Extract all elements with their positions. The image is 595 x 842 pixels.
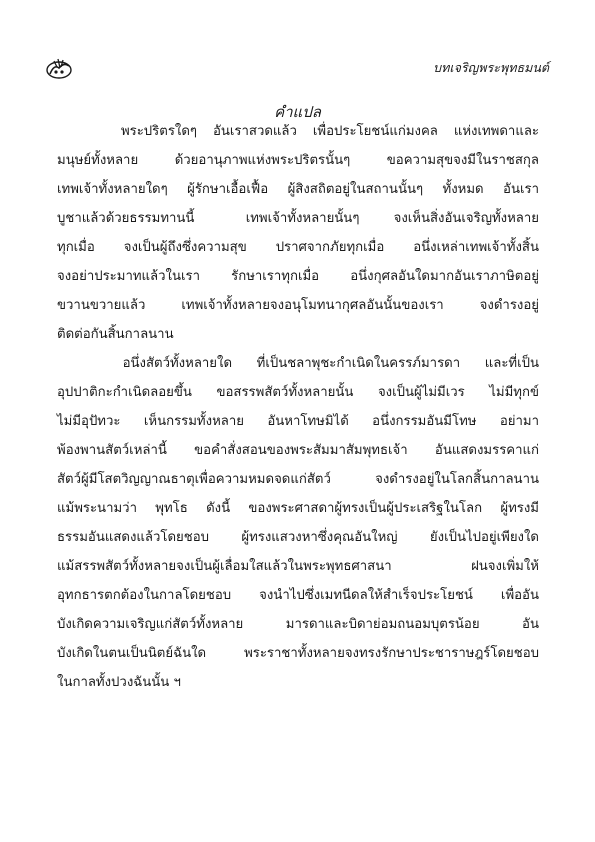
text-line: ขวานขวายแล้ว เทพเจ้าทั้งหลายจงอนุโมทนากุศลอันนั้นของเรา จงดำรงอยู่ bbox=[57, 298, 539, 313]
text-line: บังเกิดความเจริญแก่สัตว์ทั้งหลาย มารดาและบิดาย่อมถนอมบุตรน้อย อัน bbox=[57, 617, 539, 632]
text-line: มนุษย์ทั้งหลาย ด้วยอานุภาพแห่งพระปริตรนั้นๆ ขอความสุขจงมีในราชสกุล bbox=[57, 153, 539, 168]
text-line: ธรรมอันแสดงแล้วโดยชอบ ผู้ทรงแสวงหาซึ่งคุณอันใหญ่ ยังเป็นไปอยู่เพียงใด bbox=[57, 530, 539, 545]
text-line: อุปปาติกะกำเนิดลอยขึ้น ขอสรรพสัตว์ทั้งหลายนั้น จงเป็นผู้ไม่มีเวร ไม่มีทุกข์ bbox=[57, 385, 539, 400]
dharma-seal-icon bbox=[44, 56, 74, 80]
text-line: เทพเจ้าทั้งหลายใดๆ ผู้รักษาเอื้อเฟื้อ ผู้สิงสถิตอยู่ในสถานนั้นๆ ทั้งหมด อันเรา bbox=[57, 182, 539, 197]
text-line: บังเกิดในตนเป็นนิตย์ฉันใด พระราชาทั้งหลายจงทรงรักษาประชาราษฎร์โดยชอบ bbox=[57, 646, 539, 661]
text-line: สัตว์ผู้มีโสตวิญญาณธาตุเพื่อความหมดจดแก่สัตว์ จงดำรงอยู่ในโลกสิ้นกาลนาน bbox=[57, 472, 539, 487]
text-line: อุทกธารตกต้องในกาลโดยชอบ จงนำไปซึ่งเมทนีดลให้สำเร็จประโยชน์ เพื่ออัน bbox=[57, 588, 539, 603]
text-line: พ้องพานสัตว์เหล่านี้ ขอคำสั่งสอนของพระสัมมาสัมพุทธเจ้า อันแสดงมรรคาแก่ bbox=[57, 443, 539, 458]
text-line: จงอย่าประมาทแล้วในเรา รักษาเราทุกเมื่อ อนึ่งกุศลอันใดมากอันเราภาษิตอยู่ bbox=[57, 269, 539, 284]
header-title: บทเจริญพระพุทธมนต์ bbox=[433, 60, 549, 75]
text-line: ติดต่อกันสิ้นกาลนาน bbox=[57, 327, 174, 342]
text-line: ไม่มีอุปัทวะ เห็นกรรมทั้งหลาย อันหาโทษมิได้ อนึ่งกรรมอันมีโทษ อย่ามา bbox=[57, 414, 539, 429]
text-line: แม้พระนามว่า พุทโธ ดังนี้ ของพระศาสดาผู้ทรงเป็นผู้ประเสริฐในโลก ผู้ทรงมี bbox=[57, 501, 539, 516]
text-line: ทุกเมื่อ จงเป็นผู้ถึงซึ่งความสุข ปราศจากภัยทุกเมื่อ อนึ่งเหล่าเทพเจ้าทั้งสิ้น bbox=[57, 240, 539, 255]
text-line: แม้สรรพสัตว์ทั้งหลายจงเป็นผู้เลื่อมใสแล้วในพระพุทธศาสนา ฝนจงเพิ่มให้ bbox=[57, 559, 539, 574]
text-line: พระปริตรใดๆ อันเราสวดแล้ว เพื่อประโยชน์แก่มงคล แห่งเทพดาและ bbox=[57, 124, 539, 139]
text-line: บูชาแล้วด้วยธรรมทานนี้ เทพเจ้าทั้งหลายนั้นๆ จงเห็นสิ่งอันเจริญทั้งหลาย bbox=[57, 211, 539, 226]
text-line: ในกาลทั้งปวงฉันนั้น ฯ bbox=[57, 675, 181, 690]
section-title: คำแปล bbox=[274, 103, 321, 121]
text-line: อนึ่งสัตว์ทั้งหลายใด ที่เป็นชลาพุชะกำเนิดในครรภ์มารดา และที่เป็น bbox=[57, 356, 539, 371]
